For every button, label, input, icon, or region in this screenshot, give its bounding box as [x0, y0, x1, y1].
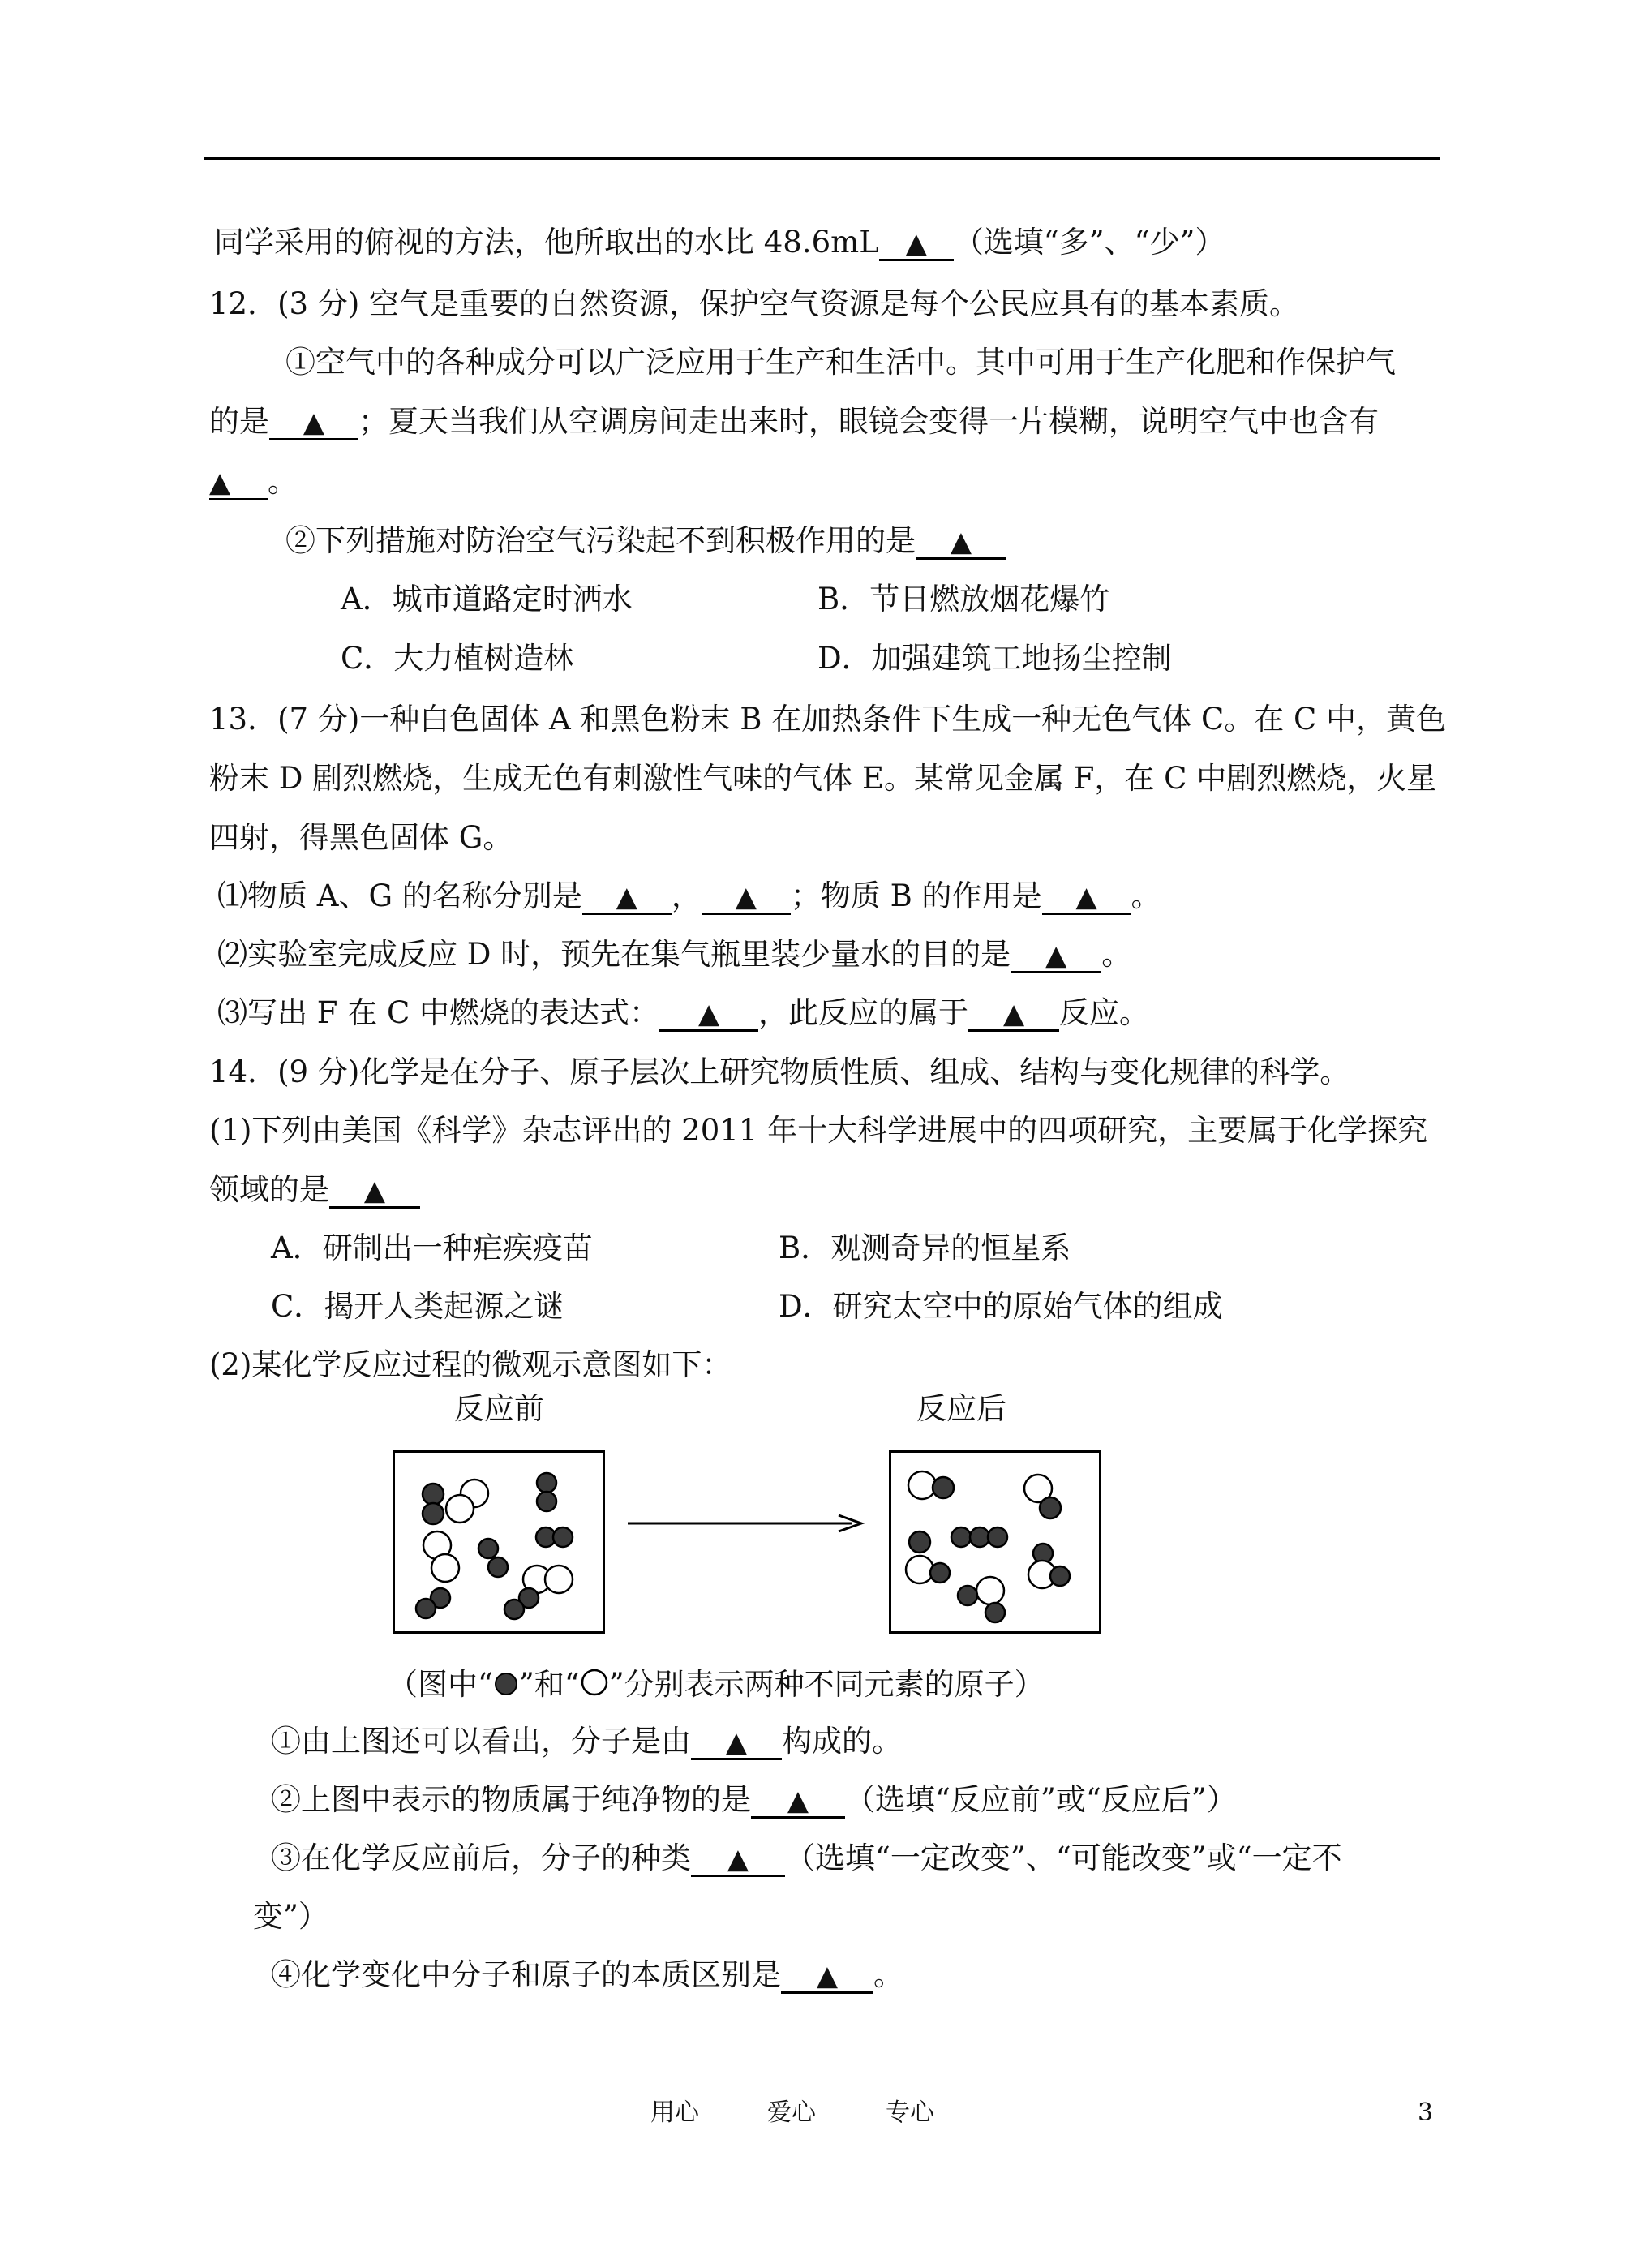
reaction-arrow	[626, 1507, 869, 1540]
line-1: 同学采用的俯视的方法，他所取出的水比 48.6mL ▲ （选填“多”、“少”）	[214, 225, 1225, 260]
q14-sub1: ①由上图还可以看出，分子是由 ▲ 构成的。	[271, 1724, 902, 1759]
q14-part1-line2: 领域的是 ▲	[209, 1175, 420, 1209]
answer-blank[interactable]: ▲	[1011, 939, 1101, 973]
before-molecules	[395, 1453, 603, 1631]
answer-blank[interactable]: ▲	[582, 881, 672, 915]
answer-blank[interactable]: ▲	[781, 1960, 873, 1994]
light-atom-icon	[580, 1668, 609, 1697]
q13-part1: ⑴物质 A、G 的名称分别是 ▲ ， ▲ ；物质 B 的作用是 ▲ 。	[217, 878, 1161, 913]
q14-sub2: ②上图中表示的物质属于纯净物的是 ▲ （选填“反应前”或“反应后”）	[271, 1782, 1237, 1817]
option-B: B．观测奇异的恒星系	[779, 1231, 1071, 1265]
dark-atom-icon	[493, 1671, 519, 1697]
answer-blank[interactable]: ▲	[269, 406, 358, 440]
after-label: 反应后	[916, 1391, 1006, 1426]
option-A: A．城市道路定时洒水	[341, 582, 633, 616]
q14-sub3: ③在化学反应前后，分子的种类 ▲ （选填“一定改变”、“可能改变”或“一定不	[271, 1841, 1342, 1875]
question-13-line3: 四射，得黑色固体 G。	[209, 820, 513, 855]
answer-blank[interactable]: ▲	[751, 1785, 845, 1819]
before-reaction-box	[393, 1450, 605, 1634]
question-12-title: 12．(3 分) 空气是重要的自然资源，保护空气资源是每个公民应具有的基本素质。	[209, 286, 1300, 321]
after-reaction-box	[889, 1450, 1101, 1634]
question-13-line1: 13．(7 分)一种白色固体 A 和黑色粉末 B 在加热条件下生成一种无色气体 C。在 C 中，黄色	[209, 702, 1447, 737]
q12-part2: ②下列措施对防治空气污染起不到积极作用的是 ▲	[285, 526, 1006, 560]
answer-blank[interactable]: ▲	[659, 998, 758, 1032]
option-A: A．研制出一种疟疾疫苗	[271, 1231, 593, 1265]
answer-blank[interactable]: ▲	[879, 227, 954, 261]
q14-sub4: ④化学变化中分子和原子的本质区别是 ▲ 。	[271, 1957, 903, 1992]
question-13-line2: 粉末 D 剧烈燃烧，生成无色有刺激性气味的气体 E。某常见金属 F，在 C 中剧烈燃烧，火星	[209, 761, 1437, 796]
before-label: 反应前	[454, 1391, 544, 1426]
q12-part1-line3: ▲ 。	[209, 464, 298, 499]
footer-text-3: 专心	[886, 2098, 934, 2127]
answer-blank[interactable]: ▲	[329, 1175, 420, 1209]
answer-blank[interactable]: ▲	[691, 1726, 782, 1760]
q14-part2-intro: (2)某化学反应过程的微观示意图如下：	[209, 1347, 732, 1382]
answer-blank[interactable]: ▲	[209, 466, 268, 500]
q13-part2: ⑵实验室完成反应 D 时，预先在集气瓶里装少量水的目的是 ▲ 。	[217, 937, 1132, 972]
header-rule	[204, 157, 1440, 160]
q12-part1-line2: 的是 ▲ ；夏天当我们从空调房间走出来时，眼镜会变得一片模糊，说明空气中也含有	[209, 404, 1379, 439]
q14-part1-line1: (1)下列由美国《科学》杂志评出的 2011 年十大科学进展中的四项研究，主要属于化学探究	[209, 1113, 1428, 1148]
footer-text-1: 用心	[650, 2098, 699, 2127]
option-D: D．加强建筑工地扬尘控制	[818, 641, 1172, 676]
option-B: B．节日燃放烟花爆竹	[818, 582, 1110, 616]
option-D: D．研究太空中的原始气体的组成	[779, 1289, 1223, 1324]
question-14-title: 14．(9 分)化学是在分子、原子层次上研究物质性质、组成、结构与变化规律的科学。	[209, 1055, 1350, 1089]
answer-blank[interactable]: ▲	[968, 998, 1059, 1032]
answer-blank[interactable]: ▲	[916, 526, 1006, 560]
option-C: C．揭开人类起源之谜	[271, 1289, 564, 1324]
after-molecules	[891, 1453, 1099, 1631]
option-C: C．大力植树造林	[341, 641, 574, 676]
answer-blank[interactable]: ▲	[691, 1843, 785, 1877]
footer-text-2: 爱心	[767, 2098, 816, 2127]
answer-blank[interactable]: ▲	[1042, 881, 1131, 915]
diagram-caption: （图中“ ”和“ ”分别表示两种不同元素的原子）	[388, 1667, 1045, 1702]
q13-part3: ⑶写出 F 在 C 中燃烧的表达式： ▲ ，此反应的属于 ▲ 反应。	[217, 995, 1150, 1030]
q14-sub3-cont: 变”）	[253, 1899, 328, 1934]
answer-blank[interactable]: ▲	[702, 881, 791, 915]
q12-part1-line1: ①空气中的各种成分可以广泛应用于生产和生活中。其中可用于生产化肥和作保护气	[285, 345, 1396, 380]
page-number: 3	[1418, 2098, 1434, 2127]
